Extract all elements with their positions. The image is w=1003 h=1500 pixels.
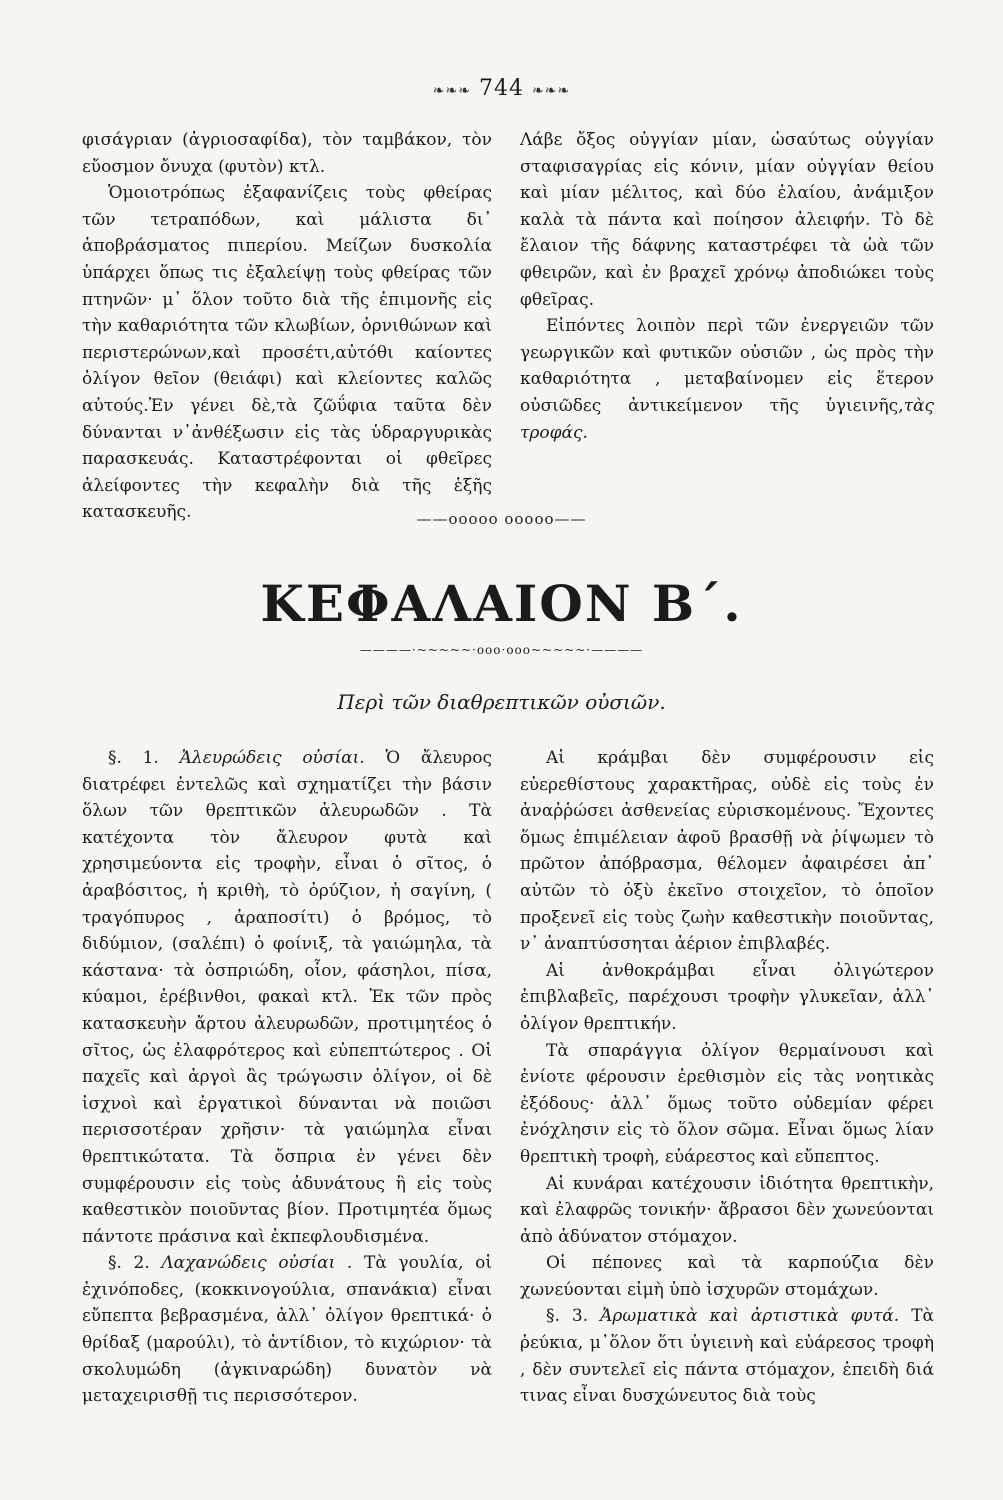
page-ornament-right: ❧❧❧ [532, 83, 571, 99]
ornamental-rule: ————·~~~~~·ooo·ooo~~~~~·———— [359, 643, 644, 657]
paragraph: Τὰ σπαράγγια ὀλίγον θερμαίνουσι καὶ ἐνίοτε φέρουσιν ἐρεθισμὸν εἰς τὰς νοητικὰς ἐξόδους· ἀλλ᾽ ὅμως τοῦτο οὐδεμίαν φέρει ἐνόχλησιν εἰς τὸ ὅλον σῶμα. Εἶναι ὅμως λίαν θρεπτικὴ τροφὴ, εὐάρεστος καὶ εὔπεπτος. [520, 1040, 934, 1167]
section-heading: Ἀλευρώδεις οὐσίαι. [179, 748, 365, 768]
section-number: §. 2. [108, 1253, 150, 1274]
page-number: 744 [479, 76, 524, 101]
paragraph: Αἱ ἀνθοκράμβαι εἶναι ὀλιγώτερον ἐπιβλαβεῖς, παρέχουσι τροφὴν γλυκεῖαν, ἀλλ᾽ ὀλίγον θρεπτικήν. [520, 960, 934, 1034]
section-text: Τὰ ῥεύκια, μ᾽ὅλον ὅτι ὑγιεινὴ καὶ εὐάρεσος τροφὴ , δὲν συντελεῖ εἰς πάντα στόμαχον, ἐπειδὴ διά τινας εἶναι δυσχώνευτος διὰ τοὺς [520, 1306, 935, 1407]
paragraph: Οἱ πέπονες καὶ τὰ καρπούζια δὲν χωνεύονται εἰμὴ ὑπὸ ἰσχυρῶν στομάχων. [520, 1253, 934, 1300]
section-number: §. 1. [108, 748, 159, 768]
section-title: Περὶ τῶν διαθρεπτικῶν οὐσιῶν. [337, 690, 666, 714]
italic-term: τὰς τροφάς. [520, 395, 934, 443]
paragraph: Αἱ κυνάραι κατέχουσιν ἰδιότητα θρεπτικὴν, καὶ ἐλαφρῶς τονικήν· ἄβρασοι δὲν χωνεύονται ἀπὸ ἀδύνατον στόμαχον. [520, 1173, 934, 1247]
bottom-right-column [520, 745, 934, 1410]
paragraph [520, 313, 934, 446]
paragraph: Ὁμοιοτρόπως ἐξαφανίζεις τοὺς φθείρας τῶν τετραπόδων, καὶ μάλιστα δι᾽ ἀποβράσματος πιπερίου. Μείζων δυσκολία ὑπάρχει ὅπως τις ἐξαλείψῃ τοὺς φθείρας τῶν πτηνῶν· μ᾽ ὅλον τοῦτο διὰ τῆς ἐπιμονῆς εἰς τὴν καθαριότητα τῶν κλωβίων, ὀρνιθώνων καὶ περιστερώνων,καὶ προσέτι,αὐτόθι καίοντες ὀλίγον θεῖον (θειάφι) καὶ κλείοντες καλῶς αὐτούς.Ἐν γένει δὲ,τὰ ζῶΰφια ταῦτα δὲν δύνανται ν᾽ἀνθέξωσιν εἰς τὰς ὑδραργυρικὰς παρασκευάς. Καταστρέφονται οἱ φθεῖρες ἀλείφοντες τὴν κεφαλὴν διὰ τῆς ἑξῆς κατασκευῆς. [82, 183, 492, 523]
paragraph: φισάγριαν (ἀγριοσαφίδα), τὸν ταμβάκον, τὸν εὔοσμον ὄνυχα (φυτὸν) κτλ. [82, 130, 492, 177]
page-number-header [0, 76, 1003, 101]
ornamental-rule: ——ooooo ooooo—— [416, 510, 587, 528]
chapter-title: ΚΕΦΑΛΑΙΟΝ Β΄. [260, 574, 743, 633]
section-paragraph [82, 745, 492, 1250]
top-right-column [520, 127, 934, 446]
section-text: Ὁ ἄλευρος διατρέφει ἐντελῶς καὶ σχηματίζει τὴν βάσιν ὅλων τῶν θρεπτικῶν ἀλευρωδῶν . Τὰ κατέχοντα τὸν ἄλευρον φυτὰ καὶ χρησιμεύοντα εἰς τροφὴν, εἶναι ὁ σῖτος, ὁ ἀραβόσιτος, ἡ κριθὴ, τὸ ὀρύζιον, ἡ σαγίνη, ( τραγόπυρος , ἀραποσίτι) ὁ βρόμος, τὸ διδύμιον, (σαλέπι) ὁ φοίνιξ, τὰ γαιώμηλα, τὰ κάστανα· τὰ ὀσπριώδη, οἷον, φάσηλοι, πίσα, κύαμοι, ἐρέβινθοι, φακαὶ κτλ. Ἐκ τῶν πρὸς κατασκευὴν ἄρτου ἀλευρωδῶν, προτιμητέος ὁ σῖτος, ὡς ἐλαφρότερος καὶ εὐπεπτώτερος . Οἱ παχεῖς καὶ ἀργοὶ ἂς τρώγωσιν ὀλίγον, οἱ δὲ ἰσχνοὶ καὶ ἐργατικοὶ δύνανται νὰ ποιῶσι περισσοτέραν χρῆσιν· τὰ γαιώμηλα εἶναι θρεπτικώτατα. Τὰ ὄσπρια ἐν γένει δὲν συμφέρουσιν εἰς τοὺς ἀδυνάτους ἢ εἰς τοὺς καθεστικὸν ποιοῦντας βίον. Προτιμητέα ὅμως πάντοτε πράσινα καὶ ἐκπεφλουδισμένα. [82, 748, 492, 1247]
section-number: §. 3. [546, 1306, 589, 1327]
section-paragraph [82, 1250, 492, 1410]
section-paragraph [520, 1303, 934, 1409]
page-ornament-left: ❧❧❧ [432, 83, 471, 99]
section-text: Τὰ γουλία, οἱ ἐχινόποδες, (κοκκινογούλια, σπανάκια) εἶναι εὔπεπτα βεβρασμένα, ἀλλ᾽ ὀλίγον θρεπτικά· ὁ θρίδαξ (μαρούλι), τὸ ἀντίδιον, τὸ κιχώριον· τὰ σκολυμώδη (ἀγκιναρώδη) δυνατὸν νὰ μεταχειρισθῇ τις περισσότερον. [82, 1253, 493, 1407]
section-heading: Ἀρωματικὰ καὶ ἀρτιστικὰ φυτά. [600, 1306, 900, 1327]
top-left-column [82, 127, 492, 526]
bottom-left-column [82, 745, 492, 1410]
section-heading: Λαχανώδεις οὐσίαι . [161, 1253, 353, 1274]
paragraph: Λάβε ὄξος οὐγγίαν μίαν, ὡσαύτως οὐγγίαν σταφισαγρίας εἰς κόνιν, μίαν οὐγγίαν θείου καὶ μίαν μέλιτος, καὶ δύο ἐλαίου, ἀνάμιξον καλὰ τὰ πάντα καὶ ποίησον ἀλειφήν. Τὸ δὲ ἔλαιον τῆς δάφνης καταστρέφει τὰ ὠὰ τῶν φθειρῶν, καὶ ἐν βραχεῖ χρόνῳ ἀποδιώκει τοὺς φθεῖρας. [520, 130, 934, 310]
paragraph: Αἱ κράμβαι δὲν συμφέρουσιν εἰς εὐερεθίστους χαρακτῆρας, οὐδὲ εἰς τοὺς ἐν ἀναῤῥώσει ἀσθενείας εὑρισκομένους. Ἔχοντες ὅμως ἐπιμέλειαν ἀφοῦ βρασθῇ νὰ ῥίψωμεν τὸ πρῶτον ἀπόβρασμα, θέλομεν ἀφαιρέσει ἀπ᾽ αὐτῶν τὸ ὀξὺ ἐκεῖνο στοιχεῖον, τὸ ὁποῖον προξενεῖ εἰς τοὺς ζωὴν καθεστικὴν ποιοῦντας, ν᾽ ἀναπτύσσηται ἀέριον ἐπιβλαβές. [520, 748, 934, 955]
paragraph-text: Εἰπόντες λοιπὸν περὶ τῶν ἐνεργειῶν τῶν γεωργικῶν καὶ φυτικῶν οὐσιῶν , ὡς πρὸς τὴν καθαριότητα , μεταβαίνομεν εἰς ἕτερον οὐσιῶδες ἀντικείμενον τῆς ὑγιεινῆς, [520, 316, 934, 416]
